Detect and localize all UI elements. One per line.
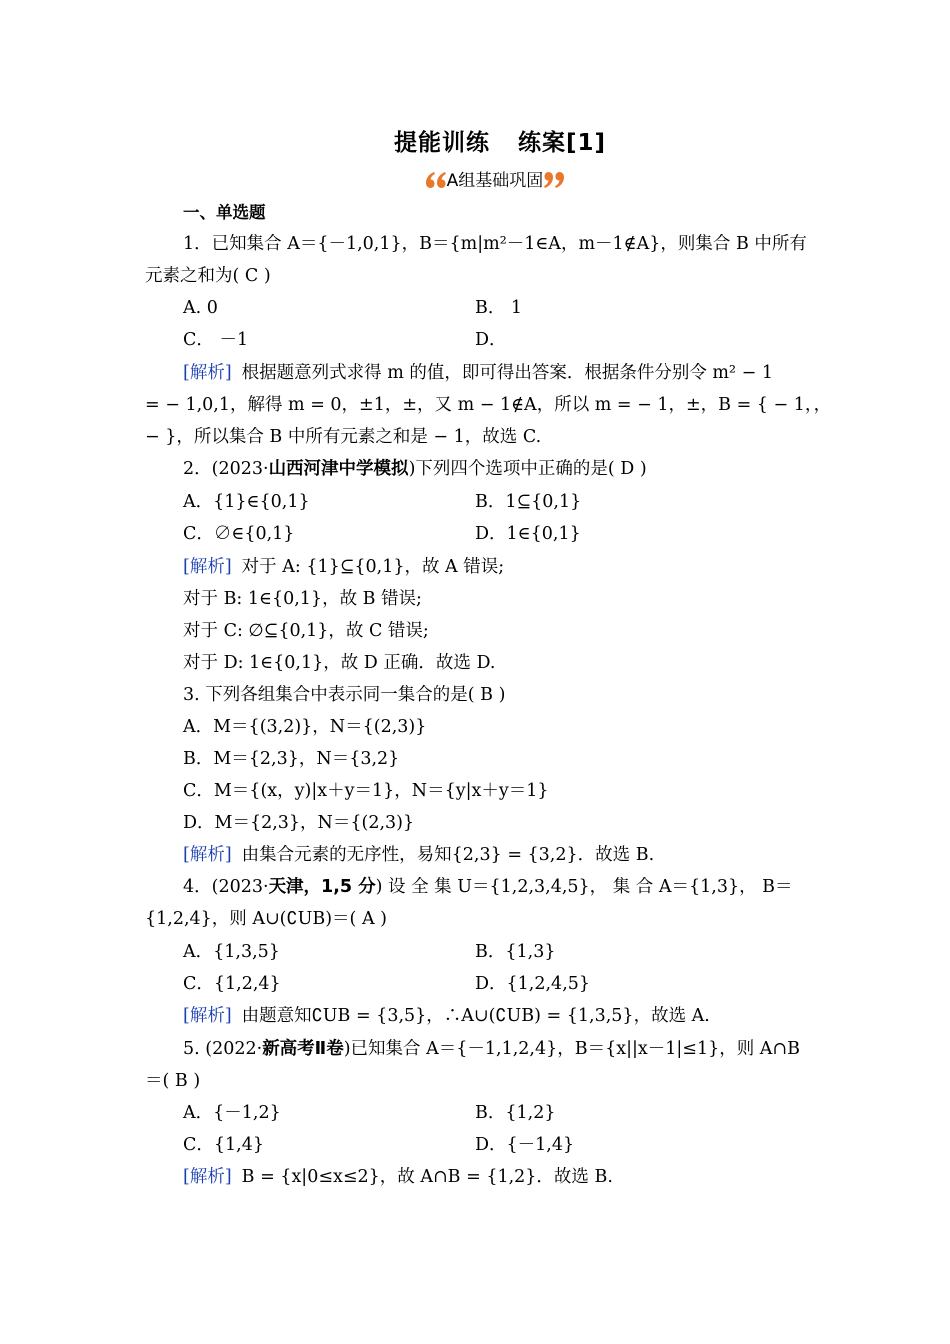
q1-stem-line2: 元素之和为( C )	[145, 266, 271, 286]
q1-option-c: C． －1	[183, 330, 249, 350]
group-subtitle: A组基础巩固	[0, 166, 950, 195]
q1-explanation-line1: [解析] 根据题意列式求得 m 的值，即可得出答案．根据条件分别令 m² − 1	[183, 363, 773, 383]
q5-option-b: B．{1,2}	[475, 1103, 556, 1123]
page-title: 提能训练 练案[1]	[393, 130, 607, 156]
analysis-tag: [解析]	[183, 845, 232, 865]
q5-option-d: D．{－1,4}	[475, 1135, 575, 1155]
q3-option-d: D．M＝{2,3}，N＝{(2,3)}	[183, 813, 415, 833]
q5-option-a: A．{－1,2}	[183, 1103, 281, 1123]
q2-explanation-line3: 对于 C: ∅⊆{0,1}，故 C 错误;	[183, 621, 429, 641]
q5-source: 新高考Ⅱ卷	[262, 1039, 344, 1059]
analysis-tag: [解析]	[183, 1006, 232, 1026]
q2-stem: 2．(2023·山西河津中学模拟)下列四个选项中正确的是( D )	[183, 459, 647, 479]
q4-option-d: D．{1,2,4,5}	[475, 974, 591, 994]
q2-option-d: D．1∈{0,1}	[475, 524, 581, 544]
q4-option-b: B．{1,3}	[475, 942, 556, 962]
q2-option-c: C．∅∈{0,1}	[183, 524, 295, 544]
q3-stem: 3. 下列各组集合中表示同一集合的是( B )	[183, 685, 506, 705]
q2-source: 山西河津中学模拟	[268, 459, 409, 479]
right-quote-icon	[543, 170, 565, 195]
q4-stem-line2: {1,2,4}，则 A∪(∁UB)＝( A )	[145, 909, 387, 929]
q5-option-c: C．{1,4}	[183, 1135, 264, 1155]
analysis-tag: [解析]	[183, 363, 232, 383]
q4-stem-line1: 4．(2023·天津，1,5 分) 设 全 集 U＝{1,2,3,4,5}， 集 合 A＝{1,3}， B＝	[183, 877, 793, 897]
q1-option-b: B． 1	[475, 298, 523, 318]
q2-explanation-line2: 对于 B: 1∈{0,1}，故 B 错误;	[183, 589, 422, 609]
q2-explanation-line1: [解析] 对于 A: {1}⊆{0,1}，故 A 错误;	[183, 557, 505, 577]
q1-stem-line1: 1．已知集合 A＝{－1,0,1}，B＝{m|m²－1∈A，m－1∉A}，则集合 B 中所有	[183, 234, 807, 254]
analysis-tag: [解析]	[183, 1167, 232, 1187]
q2-option-b: B．1⊆{0,1}	[475, 492, 582, 512]
q3-option-b: B．M＝{2,3}，N＝{3,2}	[183, 749, 400, 769]
section-heading: 一、单选题	[183, 203, 266, 222]
left-quote-icon	[425, 170, 447, 195]
q2-explanation-line4: 对于 D: 1∈{0,1}，故 D 正确．故选 D.	[183, 653, 496, 673]
q4-option-a: A．{1,3,5}	[183, 942, 280, 962]
q3-explanation: [解析] 由集合元素的无序性，易知{2,3} = {3,2}．故选 B.	[183, 845, 655, 865]
q3-option-c: C．M＝{(x，y)|x＋y＝1}，N＝{y|x＋y＝1}	[183, 781, 549, 801]
q2-option-a: A．{1}∈{0,1}	[183, 492, 310, 512]
q5-stem-line2: ＝( B )	[145, 1071, 201, 1091]
q1-explanation-line2: = − 1,0,1，解得 m = 0，±1，±，又 m − 1∉A，所以 m = − 1，±，B = { − 1，，	[145, 395, 832, 415]
q1-option-d: D．	[475, 330, 507, 350]
q1-option-a: A. 0	[183, 298, 218, 318]
q4-source: 天津，1,5 分	[268, 877, 376, 897]
analysis-tag: [解析]	[183, 557, 232, 577]
q3-option-a: A．M＝{(3,2)}，N＝{(2,3)}	[183, 717, 427, 737]
q1-explanation-line3: − }，所以集合 B 中所有元素之和是 − 1，故选 C.	[145, 427, 542, 447]
q5-explanation: [解析] B = {x|0≤x≤2}，故 A∩B = {1,2}．故选 B.	[183, 1167, 613, 1187]
q5-stem-line1: 5. (2022·新高考Ⅱ卷)已知集合 A＝{－1,1,2,4}，B＝{x||x－1|≤1}，则 A∩B	[183, 1039, 800, 1059]
q4-explanation: [解析] 由题意知∁UB = {3,5}，∴A∪(∁UB) = {1,3,5}，故选 A.	[183, 1006, 710, 1026]
q4-option-c: C．{1,2,4}	[183, 974, 281, 994]
